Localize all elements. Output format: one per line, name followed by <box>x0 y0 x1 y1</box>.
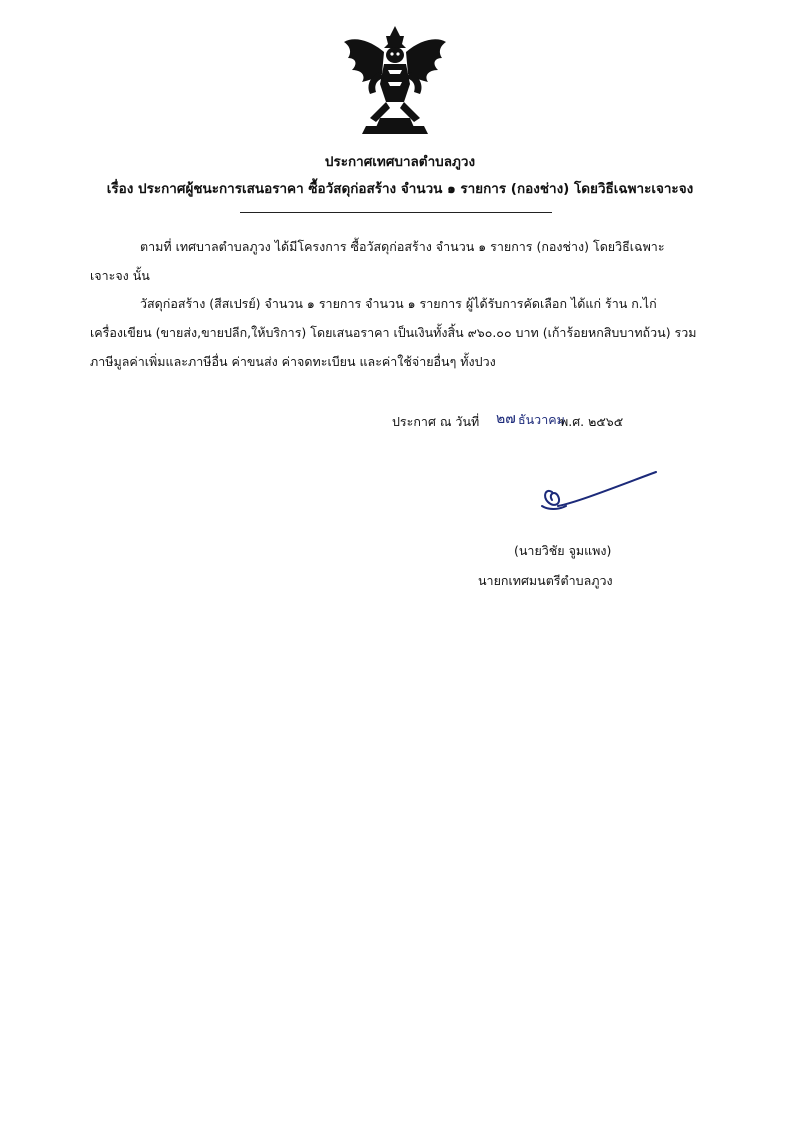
document-subject: เรื่อง ประกาศผู้ชนะการเสนอราคา ซื้อวัสดุก่อสร้าง จำนวน ๑ รายการ (กองช่าง) โดยวิธีเฉพาะเจาะจง <box>106 181 694 197</box>
handwritten-signature-icon <box>528 466 668 526</box>
title-underline <box>240 212 552 213</box>
body-paragraph-2-line-3: ภาษีมูลค่าเพิ่มและภาษีอื่น ค่าขนส่ง ค่าจดทะเบียน และค่าใช้จ่ายอื่นๆ ทั้งปวง <box>90 354 496 369</box>
announcement-date-year: พ.ศ. ๒๕๖๕ <box>560 414 624 429</box>
body-paragraph-1-line-1: ตามที่ เทศบาลตำบลภูวง ได้มีโครงการ ซื้อวัสดุก่อสร้าง จำนวน ๑ รายการ (กองช่าง) โดยวิธีเฉพาะ <box>140 239 665 254</box>
body-paragraph-2-line-2: เครื่องเขียน (ขายส่ง,ขายปลีก,ให้บริการ) โดยเสนอราคา เป็นเงินทั้งสิ้น ๙๖๐.๐๐ บาท (เก้าร้อยหกสิบบาทถ้วน) รวม <box>90 325 697 340</box>
signer-position: นายกเทศมนตรีตำบลภูวง <box>478 573 613 588</box>
body-paragraph-2-line-1: วัสดุก่อสร้าง (สีสเปรย์) จำนวน ๑ รายการ จำนวน ๑ รายการ ผู้ได้รับการคัดเลือก ได้แก่ ร้าน ก.ไก่ <box>140 296 657 311</box>
garuda-emblem-icon <box>340 22 450 140</box>
announcement-date-day: ๒๗ <box>496 411 516 427</box>
body-paragraph-1-line-2: เจาะจง นั้น <box>90 268 150 283</box>
announcement-date-prefix: ประกาศ ณ วันที่ <box>392 414 480 429</box>
announcement-date-month: ธันวาคม <box>518 412 565 427</box>
document-title: ประกาศเทศบาลตำบลภูวง <box>324 154 476 170</box>
signer-name: (นายวิชัย จูมแพง) <box>514 543 612 558</box>
